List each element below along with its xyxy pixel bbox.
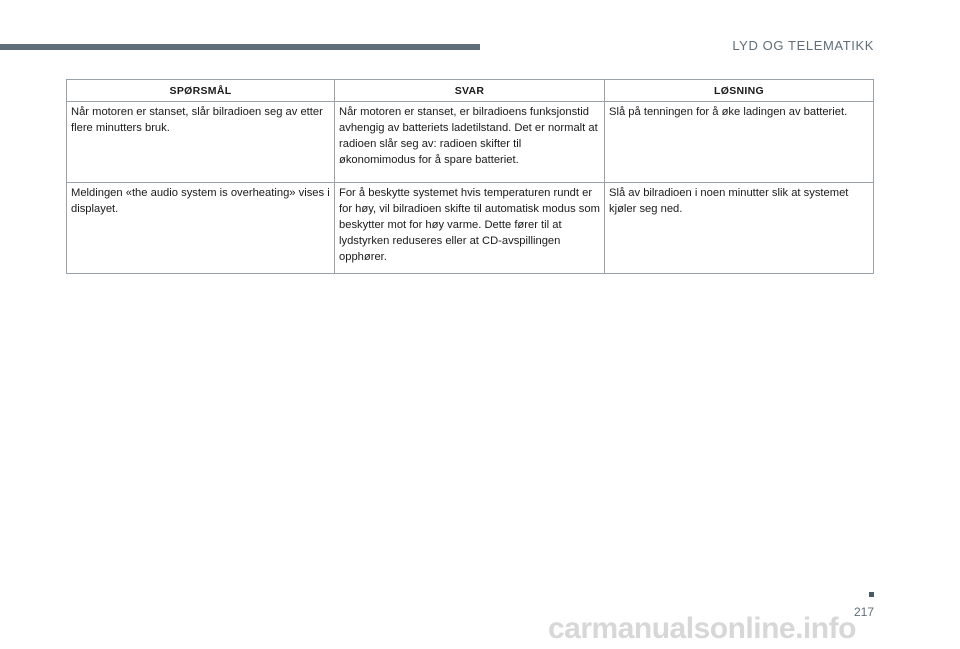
solution-cell: Slå på tenningen for å øke ladingen av batteriet.	[605, 102, 874, 183]
answer-cell: For å beskytte systemet hvis temperaturen rundt er for høy, vil bilradioen skifte til automatisk modus som beskytter mot for høy varme. Dette fører til at lydstyrken reduseres eller at CD-avspillingen opphører.	[335, 183, 605, 274]
header-accent-bar	[0, 44, 480, 50]
question-cell: Meldingen «the audio system is overheating» vises i displayet.	[67, 183, 335, 274]
solution-cell: Slå av bilradioen i noen minutter slik at systemet kjøler seg ned.	[605, 183, 874, 274]
faq-table	[66, 79, 874, 274]
section-title: LYD OG TELEMATIKK	[732, 38, 874, 53]
table-row	[67, 102, 874, 183]
page-number: 217	[853, 605, 874, 619]
table-row	[67, 183, 874, 274]
watermark: carmanualsonline.info	[548, 612, 856, 645]
column-header-answer: SVAR	[335, 80, 605, 102]
column-header-solution: LØSNING	[605, 80, 874, 102]
page-marker-square	[869, 592, 874, 597]
column-header-question: SPØRSMÅL	[67, 80, 335, 102]
table-header-row	[67, 80, 874, 102]
question-cell: Når motoren er stanset, slår bilradioen seg av etter flere minutters bruk.	[67, 102, 335, 183]
answer-cell: Når motoren er stanset, er bilradioens funksjonstid avhengig av batteriets ladetilstand. Det er normalt at radioen slår seg av: radioen skifter til økonomimodus for å spare batteriet.	[335, 102, 605, 183]
